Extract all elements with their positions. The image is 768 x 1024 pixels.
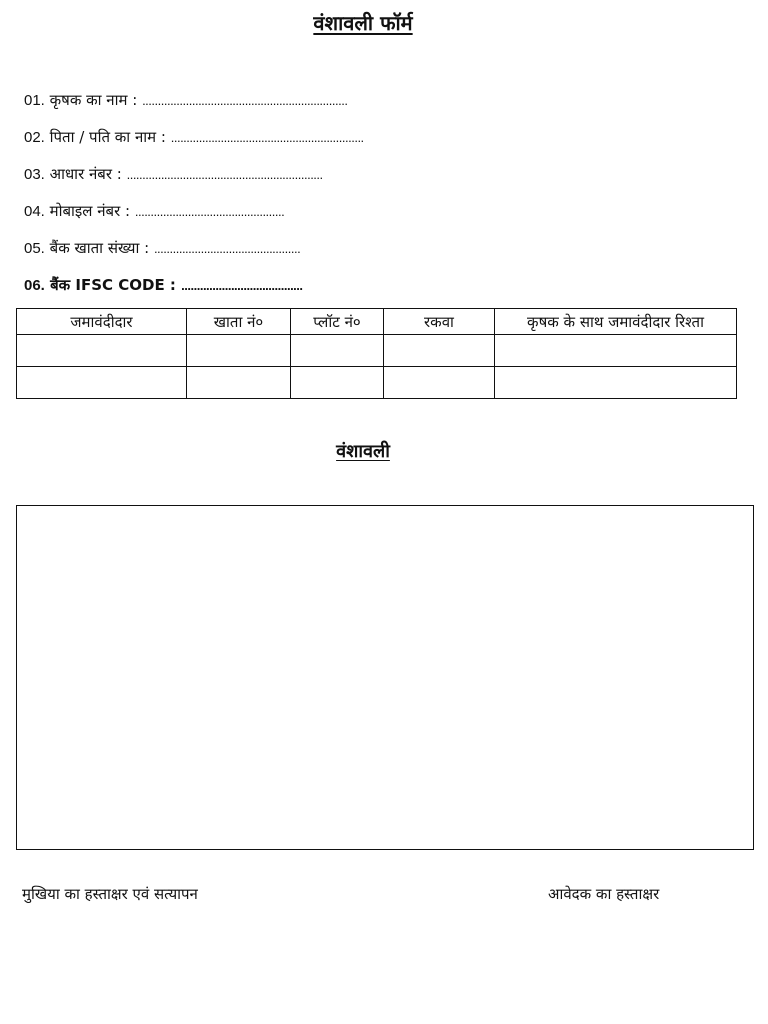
field-label: बैंक IFSC CODE : bbox=[44, 276, 182, 294]
genealogy-section-title: वंशावली bbox=[336, 441, 390, 462]
land-details-table bbox=[16, 308, 737, 399]
table-cell[interactable] bbox=[495, 335, 737, 367]
applicant-signature-label: आवेदक का हस्ताक्षर bbox=[548, 885, 660, 903]
field-label: कृषक का नाम : bbox=[44, 91, 143, 109]
field-number: 02. bbox=[24, 129, 45, 146]
field-number: 06. bbox=[24, 277, 45, 294]
table-row bbox=[17, 367, 737, 399]
header-khata-no: खाता नं० bbox=[187, 309, 291, 335]
table-header-row bbox=[17, 309, 737, 335]
field-blank-line[interactable]: .............................................................. bbox=[170, 130, 364, 145]
field-bank-ifsc-code bbox=[24, 273, 364, 310]
field-farmer-name bbox=[24, 88, 364, 125]
table-row bbox=[17, 335, 737, 367]
field-aadhaar-number bbox=[24, 162, 364, 199]
form-fields bbox=[24, 88, 364, 310]
field-label: पिता / पति का नाम : bbox=[44, 128, 171, 146]
form-title: वंशावली फॉर्म bbox=[313, 11, 413, 35]
table-cell[interactable] bbox=[384, 335, 495, 367]
field-father-husband-name bbox=[24, 125, 364, 162]
table-cell[interactable] bbox=[17, 367, 187, 399]
table-cell[interactable] bbox=[187, 335, 291, 367]
field-number: 01. bbox=[24, 92, 45, 109]
field-blank-line[interactable]: ....................................... bbox=[181, 278, 303, 293]
genealogy-drawing-box[interactable] bbox=[16, 505, 754, 850]
field-label: मोबाइल नंबर : bbox=[44, 202, 135, 220]
field-blank-line[interactable]: .................................................................. bbox=[142, 93, 348, 108]
field-label: आधार नंबर : bbox=[44, 165, 127, 183]
field-label: बैंक खाता संख्या : bbox=[44, 239, 154, 257]
header-relation: कृषक के साथ जमावंदीदार रिश्ता bbox=[495, 309, 737, 335]
header-rakba: रकवा bbox=[384, 309, 495, 335]
table-cell[interactable] bbox=[17, 335, 187, 367]
field-number: 05. bbox=[24, 240, 45, 257]
field-blank-line[interactable]: ................................................ bbox=[134, 204, 285, 219]
table-cell[interactable] bbox=[495, 367, 737, 399]
field-mobile-number bbox=[24, 199, 364, 236]
header-jamabandidar: जमावंदीदार bbox=[17, 309, 187, 335]
header-plot-no: प्लॉट नं० bbox=[291, 309, 384, 335]
field-number: 04. bbox=[24, 203, 45, 220]
table-cell[interactable] bbox=[291, 335, 384, 367]
table-cell[interactable] bbox=[384, 367, 495, 399]
field-number: 03. bbox=[24, 166, 45, 183]
field-blank-line[interactable]: ............................................................... bbox=[126, 167, 323, 182]
table-cell[interactable] bbox=[291, 367, 384, 399]
field-blank-line[interactable]: ............................................... bbox=[153, 241, 301, 256]
headman-signature-label: मुखिया का हस्ताक्षर एवं सत्यापन bbox=[22, 885, 198, 903]
field-bank-account-number bbox=[24, 236, 364, 273]
table-cell[interactable] bbox=[187, 367, 291, 399]
